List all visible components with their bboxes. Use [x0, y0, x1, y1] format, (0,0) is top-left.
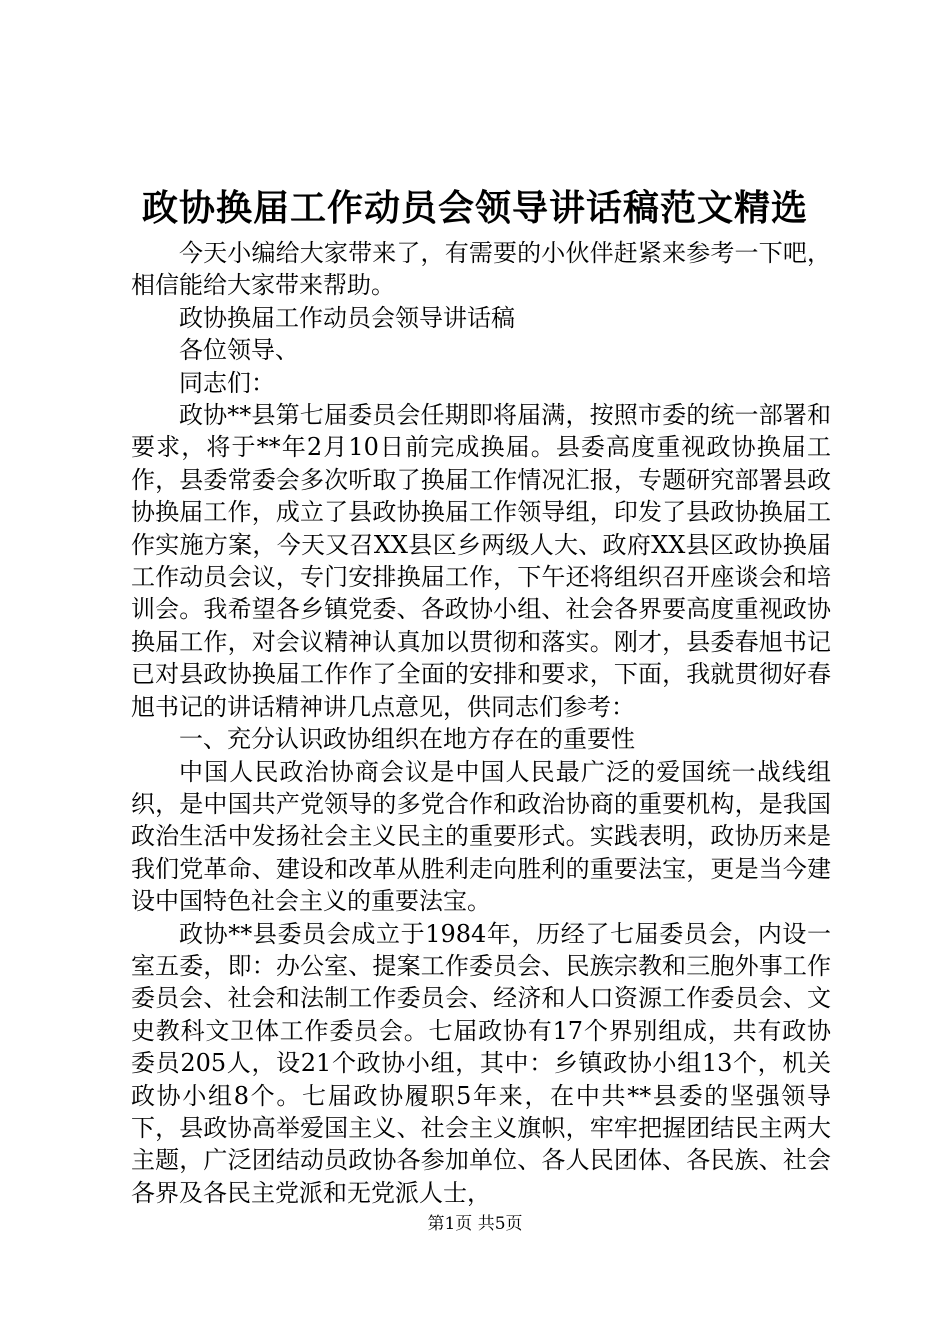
- salutation-leaders: 各位领导、: [179, 336, 299, 365]
- body-paragraph: 政协**县委员会成立于1984年，历经了七届委员会，内设一室五委，即：办公室、提案工作委员会、民族宗教和三胞外事工作委员会、社会和法制工作委员会、经济和人口资源工作委员会、文史教科文卫体工作委员会。七届政协有17个界别组成，共有政协委员205人，设21个政协小组，其中：乡镇政协小组13个，机关政协小组8个。七届政协履职5年来，在中共**县委的坚强领导下，县政协高举爱国主义、社会主义旗帜，牢牢把握团结民主两大主题，广泛团结动员政协各参加单位、各人民团体、各民族、社会各界及各民主党派和无党派人士，: [131, 919, 831, 1207]
- document-title: 政协换届工作动员会领导讲话稿范文精选: [141, 187, 808, 229]
- body-paragraph: 中国人民政治协商会议是中国人民最广泛的爱国统一战线组织，是中国共产党领导的多党合作和政治协商的重要机构，是我国政治生活中发扬社会主义民主的重要形式。实践表明，政协历来是我们党革命、建设和改革从胜利走向胜利的重要法宝，更是当今建设中国特色社会主义的重要法宝。: [131, 757, 831, 916]
- salutation-comrades: 同志们：: [179, 368, 275, 397]
- section-heading: 一、充分认识政协组织在地方存在的重要性: [179, 725, 635, 754]
- body-paragraph: 政协**县第七届委员会任期即将届满，按照市委的统一部署和要求，将于**年2月10日前完成换届。县委高度重视政协换届工作，县委常委会多次听取了换届工作情况汇报，专题研究部署县政协换届工作，成立了县政协换届工作领导组，印发了县政协换届工作实施方案，今天又召XX县区乡两级人大、政府XX县区政协换届工作动员会议，专门安排换届工作，下午还将组织召开座谈会和培训会。我希望各乡镇党委、各政协小组、社会各界要高度重视政协换届工作，对会议精神认真加以贯彻和落实。刚才，县委春旭书记已对县政协换届工作作了全面的安排和要求，下面，我就贯彻好春旭书记的讲话精神讲几点意见，供同志们参考：: [131, 401, 831, 721]
- page-number-footer: 第1页 共5页: [427, 1214, 523, 1234]
- document-body: [131, 237, 831, 1209]
- intro-paragraph: 今天小编给大家带来了，有需要的小伙伴赶紧来参考一下吧，相信能给大家带来帮助。: [131, 239, 831, 300]
- speech-title-line: 政协换届工作动员会领导讲话稿: [179, 303, 515, 332]
